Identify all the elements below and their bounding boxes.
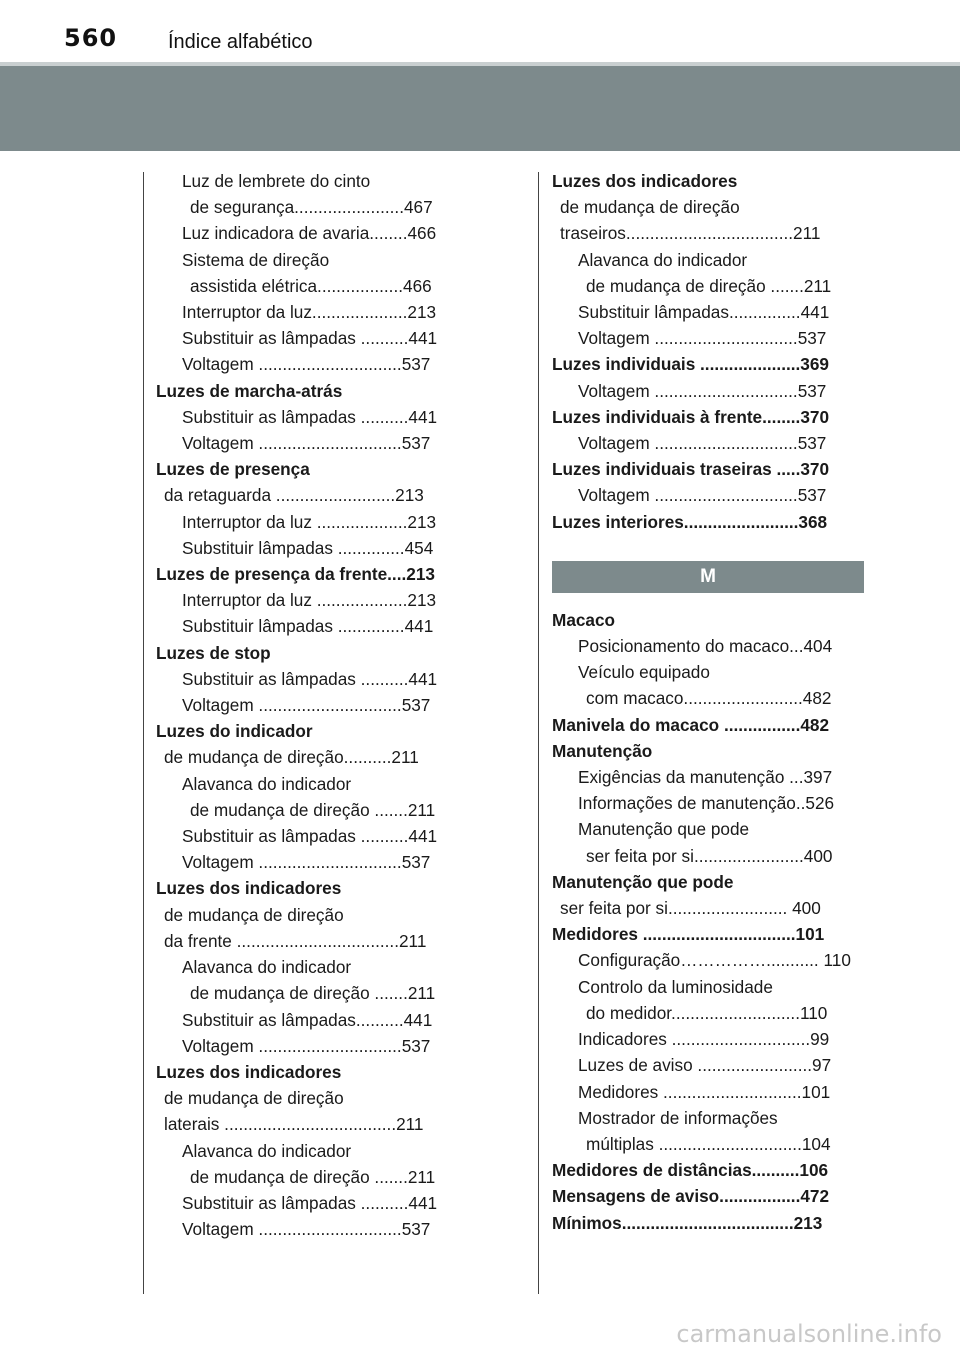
index-sub-entry: de mudança de direção .......211 (586, 275, 832, 296)
index-sub-entry: Voltagem ..............................537 (578, 433, 827, 454)
index-sub-entry: Substituir lâmpadas ..............441 (182, 616, 434, 637)
index-sub-entry: Voltagem ..............................537 (182, 852, 431, 873)
index-sub-entry: assistida elétrica..................466 (190, 275, 432, 296)
index-main-entry: de mudança de direção..........211 (164, 747, 419, 768)
index-sub-entry: Exigências da manutenção ...397 (578, 767, 833, 788)
index-main-entry: Manutenção (552, 740, 653, 761)
column-rule-left (143, 172, 144, 1294)
letter-heading-m: M (552, 561, 864, 593)
index-sub-entry: Indicadores .............................99 (578, 1029, 830, 1050)
index-main-entry: Medidores de distâncias..........106 (552, 1160, 829, 1181)
index-sub-entry: Voltagem ..............................537 (182, 1219, 431, 1240)
index-sub-entry: de mudança de direção .......211 (190, 799, 436, 820)
index-main-entry: Luzes individuais traseiras .....370 (552, 459, 830, 480)
index-main-entry: Luzes individuais à frente........370 (552, 406, 829, 427)
index-sub-entry: Luz de lembrete do cinto (182, 171, 371, 191)
index-sub-entry: de mudança de direção .......211 (190, 1166, 436, 1187)
index-sub-entry: Veículo equipado (578, 662, 710, 683)
index-sub-entry: Substituir as lâmpadas ..........441 (182, 668, 438, 689)
index-main-entry: Luzes de marcha-atrás (156, 380, 343, 401)
index-sub-entry: Configuração……………........... 110 (578, 950, 851, 971)
index-list-right-top (552, 168, 864, 535)
index-main-entry: Luzes de presença da frente....213 (156, 564, 435, 585)
index-main-entry: Luzes dos indicadores (156, 1061, 342, 1082)
index-sub-entry: Substituir lâmpadas ..............454 (182, 537, 434, 558)
index-sub-entry: Voltagem ..............................537 (578, 485, 827, 506)
index-main-entry: laterais ....................................211 (164, 1114, 424, 1135)
index-main-entry: Macaco (552, 609, 616, 630)
index-sub-entry: Voltagem ..............................537 (578, 380, 827, 401)
index-sub-entry: Alavanca do indicador (578, 249, 748, 270)
index-sub-entry: Alavanca do indicador (182, 773, 352, 794)
index-main-entry: Luzes dos indicadores (156, 878, 342, 899)
index-sub-entry: Voltagem ..............................537 (182, 433, 431, 454)
page-number: 560 (64, 24, 118, 52)
index-sub-entry: Posicionamento do macaco...404 (578, 636, 833, 657)
index-main-entry: Mínimos....................................213 (552, 1212, 823, 1233)
index-sub-entry: de segurança.......................467 (190, 197, 433, 218)
index-main-entry: Manutenção que pode (552, 871, 734, 892)
index-main-entry: da retaguarda .........................213 (164, 485, 424, 506)
index-main-entry: Luzes interiores........................368 (552, 511, 828, 532)
index-main-entry: da frente ..................................211 (164, 930, 427, 951)
index-sub-entry: Interruptor da luz ...................213 (182, 590, 437, 611)
index-sub-entry: de mudança de direção .......211 (190, 983, 436, 1004)
index-sub-entry: Manutenção que pode (578, 819, 750, 840)
column-rule-right (538, 172, 539, 1294)
watermark: carmanualsonline.info (676, 1320, 942, 1348)
index-sub-entry: do medidor...........................110 (586, 1002, 828, 1023)
index-sub-entry: Substituir as lâmpadas ..........441 (182, 826, 438, 847)
index-main-entry: de mudança de direção (164, 904, 344, 925)
index-main-entry: Luzes de stop (156, 642, 271, 663)
index-sub-entry: Sistema de direção (182, 249, 330, 270)
index-sub-entry: Interruptor da luz ...................213 (182, 511, 437, 532)
index-sub-entry: Substituir lâmpadas...............441 (578, 302, 830, 323)
index-main-entry: ser feita por si......................... 400 (560, 898, 821, 919)
index-main-entry: Luzes dos indicadores (552, 171, 738, 191)
index-column-left (156, 168, 468, 1242)
header-band (0, 66, 960, 151)
page-header (0, 0, 960, 66)
index-list-m (552, 607, 864, 1236)
index-sub-entry: Mostrador de informações (578, 1107, 778, 1128)
index-sub-entry: com macaco.........................482 (586, 688, 832, 709)
index-sub-entry: Alavanca do indicador (182, 1140, 352, 1161)
index-main-entry: de mudança de direção (164, 1088, 344, 1109)
section-title: Índice alfabético (168, 31, 313, 53)
index-sub-entry: Substituir as lâmpadas..........441 (182, 1009, 433, 1030)
index-sub-entry: múltiplas ..............................104 (586, 1133, 831, 1154)
index-main-entry: Medidores ................................101 (552, 924, 825, 945)
index-sub-entry: Substituir as lâmpadas ..........441 (182, 1192, 438, 1213)
index-sub-entry: Alavanca do indicador (182, 957, 352, 978)
index-sub-entry: Voltagem ..............................537 (182, 354, 431, 375)
index-sub-entry: Informações de manutenção..526 (578, 793, 835, 814)
index-sub-entry: Voltagem ..............................537 (182, 1035, 431, 1056)
index-main-entry: Mensagens de aviso.................472 (552, 1186, 830, 1207)
index-main-entry: Luzes de presença (156, 459, 310, 480)
index-sub-entry: Luzes de aviso ........................97 (578, 1055, 832, 1076)
index-sub-entry: Controlo da luminosidade (578, 976, 773, 997)
index-sub-entry: Substituir as lâmpadas ..........441 (182, 406, 438, 427)
index-main-entry: traseiros...................................211 (560, 223, 821, 244)
index-main-entry: de mudança de direção (560, 197, 740, 218)
index-main-entry: Manivela do macaco ................482 (552, 714, 830, 735)
index-main-entry: Luzes individuais .....................369 (552, 354, 829, 375)
index-sub-entry: Luz indicadora de avaria........466 (182, 223, 437, 244)
index-sub-entry: Medidores .............................101 (578, 1081, 831, 1102)
index-sub-entry: Voltagem ..............................537 (578, 328, 827, 349)
index-sub-entry: Substituir as lâmpadas ..........441 (182, 328, 438, 349)
index-sub-entry: Voltagem ..............................537 (182, 695, 431, 716)
index-sub-entry: Interruptor da luz....................213 (182, 302, 437, 323)
index-main-entry: Luzes do indicador (156, 721, 313, 742)
index-sub-entry: ser feita por si.......................400 (586, 845, 833, 866)
index-column-right (552, 168, 864, 1236)
